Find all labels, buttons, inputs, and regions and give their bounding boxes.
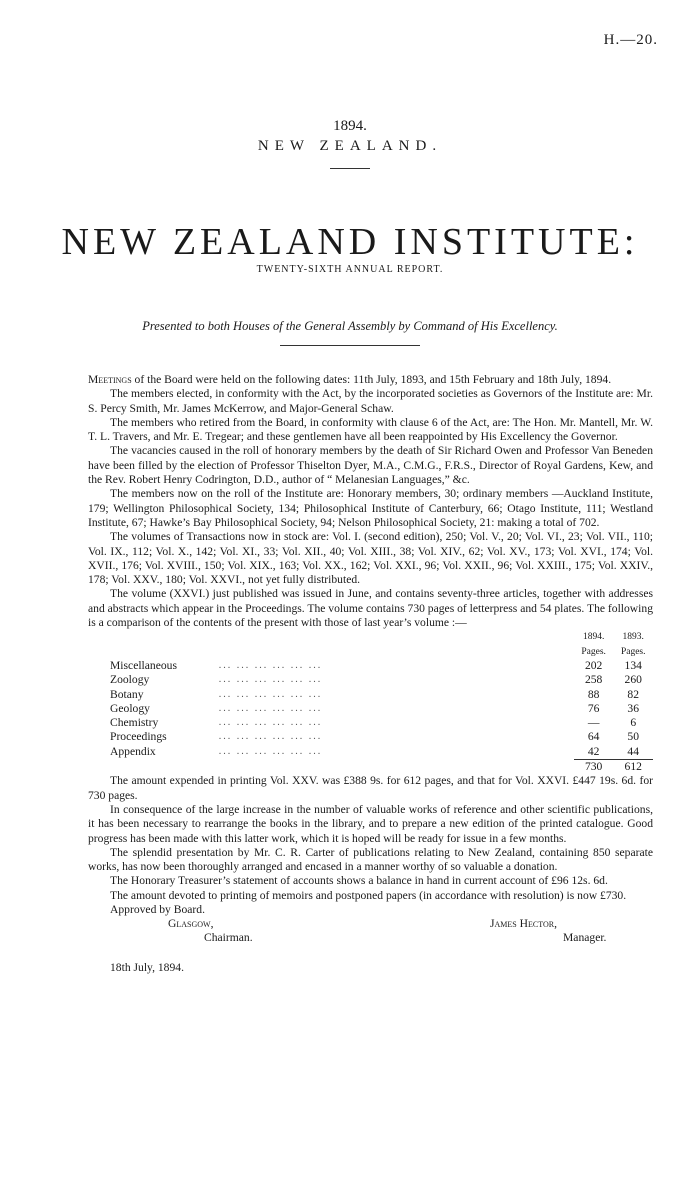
- table-total-row: [110, 760, 653, 775]
- comparison-table: [110, 630, 653, 774]
- total-1894: 730: [574, 760, 614, 775]
- paragraph: The vacancies caused in the roll of honorary members by the death of Sir Richard Owen and Professor Van Beneden have been filled by the election of Professor Thiselton Dyer, M.A., C.M.G., F.R.S., Director of Royal Gardens, Kew, and the Rev. Robert Henry Codrington, D.D., author of “ Melanesian Languages,” &c.: [88, 444, 653, 487]
- table-row: Zoology ... ... ... ... ... ... 258 260: [110, 673, 642, 687]
- col-1893-header: 1893. Pages.: [620, 632, 646, 657]
- table-row: Geology ... ... ... ... ... ... 76 36: [110, 701, 639, 715]
- table-row: Botany ... ... ... ... ... ... 88 82: [110, 687, 639, 701]
- col-1894-header: 1894. Pages.: [581, 632, 606, 657]
- divider: [280, 345, 420, 346]
- country-heading: NEW ZEALAND.: [257, 138, 443, 154]
- report-year: 1894.: [333, 118, 367, 134]
- paragraph: The amount expended in printing Vol. XXV. was £388 9s. for 612 pages, and that for Vol. XXVI. £447 19s. 6d. for 730 pages.: [88, 774, 653, 802]
- paragraph: Approved by Board.: [110, 902, 205, 916]
- paragraph: The volumes of Transactions now in stock are: Vol. I. (second edition), 250; Vol. V., 20; Vol. VI., 23; Vol. VII., 110; Vol. IX., 112; Vol. X., 142; Vol. XI., 33; Vol. XII., 40; Vol. XIII., 38; Vol. XIV., 62; Vol. XV., 173; Vol. XVI., 174; Vol. XVII., 176; Vol. XVIII., 150; Vol. XIX., 163; Vol. XX., 162; Vol. XXI., 96; Vol. XXII., 96; Vol. XXIII., 175; Vol. XXIV., 178; Vol. XXV., 180; Vol. XXVI., not yet fully distributed.: [88, 530, 653, 587]
- table-row: Appendix ... ... ... ... ... ... 42 44: [110, 744, 639, 758]
- report-date: 18th July, 1894.: [110, 961, 184, 975]
- paragraph: The Honorary Treasurer’s statement of accounts shows a balance in hand in current account of £96 12s. 6d.: [110, 874, 608, 888]
- paragraph-text: of the Board were held on the following dates: 11th July, 1893, and 15th February and 18th July, 1894.: [131, 373, 612, 386]
- manager-title: Manager.: [563, 931, 607, 945]
- report-body: [88, 373, 653, 976]
- lead-words: Meetings: [88, 373, 132, 386]
- chairman-title: Chairman.: [204, 931, 253, 945]
- chairman-name: Glasgow,: [168, 917, 214, 931]
- table-header-row: [110, 630, 653, 659]
- document-subtitle: TWENTY-SIXTH ANNUAL REPORT.: [256, 264, 444, 275]
- paragraph: In consequence of the large increase in the number of valuable works of reference and other scientific publications, it has been necessary to rearrange the books in the library, and to prepare a new edition of the printed catalogue. Good progress has been made with this latter work, which it is hoped will be ready for issue in a few months.: [88, 802, 653, 845]
- paragraph: The members now on the roll of the Institute are: Honorary members, 30; ordinary members —Auckland Institute, 179; Wellington Philosophical Society, 134; Philosophical Institute of Canterbury, 66; Otago Institute, 111; Westland Institute, 67; Hawke’s Bay Philosophical Society, 94; Nelson Philosophical Society, 21: making a total of 702.: [88, 487, 653, 529]
- paragraph: [88, 373, 653, 387]
- table-row: Proceedings ... ... ... ... ... ... 64 50: [110, 730, 639, 744]
- document-title: NEW ZEALAND INSTITUTE:: [61, 221, 639, 263]
- table-row: Miscellaneous ... ... ... ... ... ... 202 134: [110, 658, 642, 672]
- total-1893: 612: [613, 760, 653, 775]
- paragraph: The volume (XXVI.) just published was issued in June, and contains seventy-three articles, together with addresses and abstracts which appear in the Proceedings. The volume contains 730 pages of letterpress and 54 plates. The following is a comparison of the contents of the present with those of last year’s volume :—: [88, 587, 653, 630]
- signature-block: [88, 917, 653, 961]
- page-reference: H.—20.: [603, 32, 658, 48]
- paragraph: The splendid presentation by Mr. C. R. Carter of publications relating to New Zealand, containing 850 separate works, has now been thoroughly arranged and encased in a manner worthy of so valuable a donation.: [88, 845, 653, 874]
- divider: [330, 168, 370, 169]
- manager-name: James Hector,: [490, 917, 557, 931]
- paragraph: The members who retired from the Board, in conformity with clause 6 of the Act, are: The Hon. Mr. Mantell, Mr. W. T. L. Travers, and Mr. E. Tregear; and these gentlemen have all been reappointed by His Excellency the Governor.: [88, 415, 653, 444]
- presented-line: Presented to both Houses of the General Assembly by Command of His Excellency.: [142, 319, 558, 333]
- paragraph: The members elected, in conformity with the Act, by the incorporated societies as Governors of the Institute are: Mr. S. Percy Smith, Mr. James McKerrow, and Major-General Schaw.: [88, 387, 653, 415]
- table-row: Chemistry ... ... ... ... ... ... — 6: [110, 716, 637, 730]
- paragraph: The amount devoted to printing of memoirs and postponed papers (in accordance with resolution) is now £730.: [110, 888, 627, 902]
